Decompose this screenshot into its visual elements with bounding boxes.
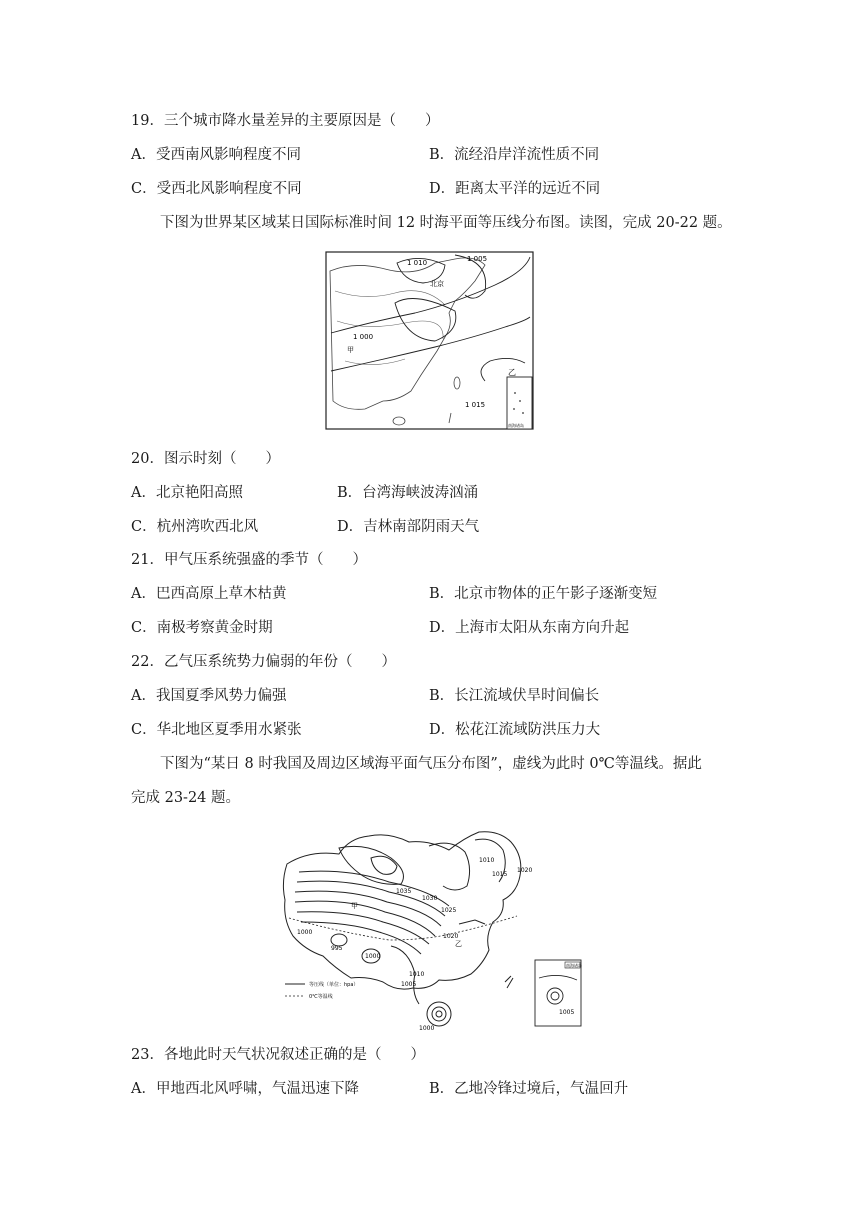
q20-option-a: A．北京艳阳高照 — [131, 485, 243, 501]
map2-label-1005-inset: 1005 — [559, 1009, 575, 1016]
map2-inset-label: 南海诸岛 — [566, 963, 582, 968]
map2-label-1020-ne: 1020 — [517, 867, 533, 874]
q21-option-d: D．上海市太阳从东南方向升起 — [429, 620, 630, 636]
q20-option-b: B．台湾海峡波涛汹涌 — [337, 485, 479, 501]
q22-option-c: C．华北地区夏季用水紧张 — [131, 722, 302, 738]
isobar-map-1 — [325, 251, 535, 431]
map2-label-1035: 1035 — [396, 888, 412, 895]
map2-legend-isobar: 等压线（单位：hpa） — [309, 982, 359, 988]
map2-label-1000-west: 1000 — [297, 929, 313, 936]
q21-stem: 21．甲气压系统强盛的季节（ ） — [131, 552, 367, 568]
q20-option-d: D．吉林南部阴雨天气 — [337, 519, 480, 535]
map1-label-1015: 1 015 — [465, 401, 486, 409]
intro-23-24-line2: 完成 23-24 题。 — [131, 790, 241, 806]
q22-option-b: B．长江流域伏旱时间偏长 — [429, 688, 600, 704]
map1-label-1005: 1 005 — [467, 255, 488, 263]
q23-option-b: B．乙地冷锋过境后，气温回升 — [429, 1081, 629, 1097]
map2-legend-isotherm: 0℃等温线 — [309, 994, 333, 1000]
q19-stem: 19．三个城市降水量差异的主要原因是（ ） — [131, 113, 440, 129]
q20-option-c: C．杭州湾吹西北风 — [131, 519, 259, 535]
map2-label-1010-ne: 1010 — [479, 857, 495, 864]
q22-stem: 22．乙气压系统势力偏弱的年份（ ） — [131, 654, 396, 670]
map2-label-1020: 1020 — [443, 933, 459, 940]
q21-option-a: A．巴西高原上草木枯黄 — [131, 586, 287, 602]
q21-option-c: C．南极考察黄金时期 — [131, 620, 273, 636]
map1-label-jia: 甲 — [347, 346, 354, 354]
q19-option-a: A．受西南风影响程度不同 — [131, 147, 301, 163]
map2-label-yi: 乙 — [455, 940, 462, 948]
map1-label-1010: 1 010 — [407, 259, 428, 267]
intro-23-24-line1: 下图为“某日 8 时我国及周边区域海平面气压分布图”，虚线为此时 0℃等温线。据此 — [160, 756, 702, 772]
q21-option-b: B．北京市物体的正午影子逐渐变短 — [429, 586, 658, 602]
q22-option-d: D．松花江流域防洪压力大 — [429, 722, 601, 738]
map1-label-yi: 乙 — [508, 368, 516, 377]
q19-option-c: C．受西北风影响程度不同 — [131, 181, 302, 197]
map2-label-1015: 1015 — [492, 871, 508, 878]
intro-20-22: 下图为世界某区域某日国际标准时间 12 时海平面等压线分布图。读图，完成 20-22 题。 — [160, 215, 732, 231]
map1-label-beijing: 北京 — [430, 280, 444, 288]
q20-stem: 20．图示时刻（ ） — [131, 451, 280, 467]
map1-inset-label: 南海诸岛 — [508, 423, 524, 428]
q23-stem: 23．各地此时天气状况叙述正确的是（ ） — [131, 1047, 425, 1063]
map2-label-1005: 1005 — [401, 981, 417, 988]
q23-option-a: A．甲地西北风呼啸，气温迅速下降 — [131, 1081, 359, 1097]
map1-label-1000: 1 000 — [353, 333, 374, 341]
map2-label-1025: 1025 — [441, 907, 457, 914]
map2-label-1010: 1010 — [409, 971, 425, 978]
map2-label-1000-typhoon: 1000 — [419, 1025, 435, 1032]
map2-label-995: 995 — [331, 945, 343, 952]
q19-option-b: B．流经沿岸洋流性质不同 — [429, 147, 600, 163]
map2-label-1000-sw: 1000 — [365, 953, 381, 960]
map2-label-1030: 1030 — [422, 895, 438, 902]
isobar-map-2 — [279, 828, 585, 1036]
q22-option-a: A．我国夏季风势力偏强 — [131, 688, 287, 704]
map2-label-jia: 甲 — [351, 902, 358, 910]
q19-option-d: D．距离太平洋的远近不同 — [429, 181, 601, 197]
